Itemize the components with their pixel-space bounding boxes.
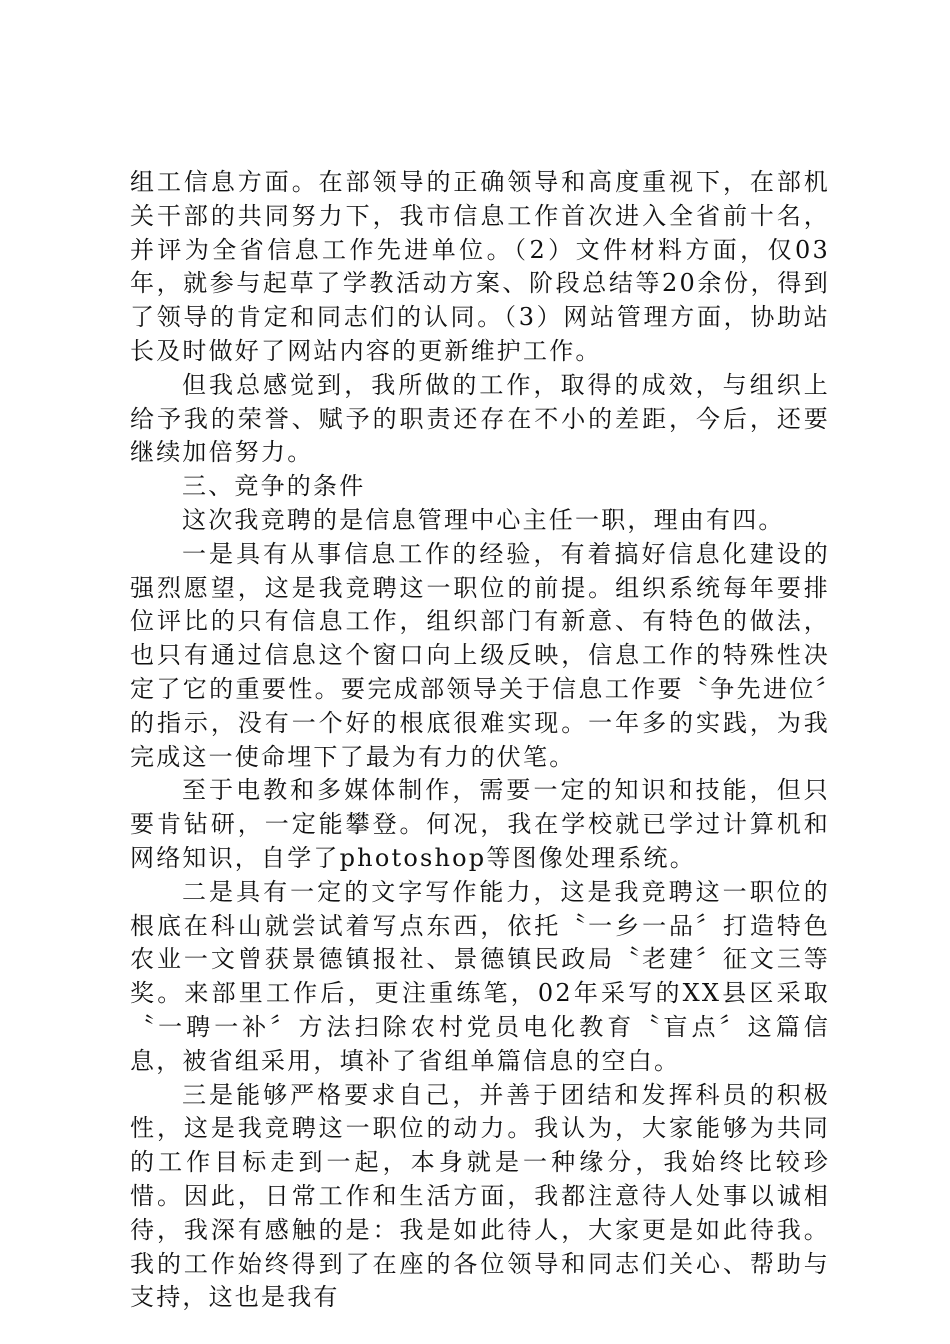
paragraph-self-reflection: 但我总感觉到，我所做的工作，取得的成效，与组织上给予我的荣誉、赋予的职责还存在不小的差距，今后，还要继续加倍努力。: [130, 370, 830, 467]
paragraph-reason-two: 二是具有一定的文字写作能力，这是我竞聘这一职位的根底在科山就尝试着写点东西，依托〝一乡一品〞打造特色农业一文曾获景德镇报社、景德镇民政局〝老建〞征文三等奖。来部里工作后，更注重练笔，02年采写的XX县区采取〝一聘一补〞方法扫除农村党员电化教育〝盲点〞这篇信息，被省组采用，填补了省组单篇信息的空白。: [130, 877, 830, 1075]
paragraph-multimedia-skills: 至于电教和多媒体制作，需要一定的知识和技能，但只要肯钻研，一定能攀登。何况，我在学校就已学过计算机和网络知识，自学了photoshop等图像处理系统。: [130, 776, 830, 872]
section-heading-competition-conditions: 三、竞争的条件: [182, 472, 366, 501]
paragraph-reason-one: 一是具有从事信息工作的经验，有着搞好信息化建设的强烈愿望，这是我竞聘这一职位的前提。组织系统每年要排位评比的只有信息工作，组织部门有新意、有特色的做法，也只有通过信息这个窗口向上级反映，信息工作的特殊性决定了它的重要性。要完成部领导关于信息工作要〝争先进位〞的指示，没有一个好的根底很难实现。一年多的实践，为我完成这一使命埋下了最为有力的伏笔。: [130, 539, 830, 771]
paragraph-position-intro: 这次我竞聘的是信息管理中心主任一职，理由有四。: [182, 505, 785, 534]
paragraph-info-work: 组工信息方面。在部领导的正确领导和高度重视下，在部机关干部的共同努力下，我市信息工作首次进入全省前十名，并评为全省信息工作先进单位。（2）文件材料方面，仅03年，就参与起草了学教活动方案、阶段总结等20余份，得到了领导的肯定和同志们的认同。（3）网站管理方面，协助站长及时做好了网站内容的更新维护工作。: [130, 168, 830, 365]
document-body: [130, 166, 830, 1315]
paragraph-reason-three: 三是能够严格要求自己，并善于团结和发挥科员的积极性，这是我竞聘这一职位的动力。我认为，大家能够为共同的工作目标走到一起，本身就是一种缘分，我始终比较珍惜。因此，日常工作和生活方面，我都注意待人处事以诚相待，我深有感触的是：我是如此待人，大家更是如此待我。我的工作始终得到了在座的各位领导和同志们关心、帮助与支持，这也是我有: [130, 1080, 830, 1312]
